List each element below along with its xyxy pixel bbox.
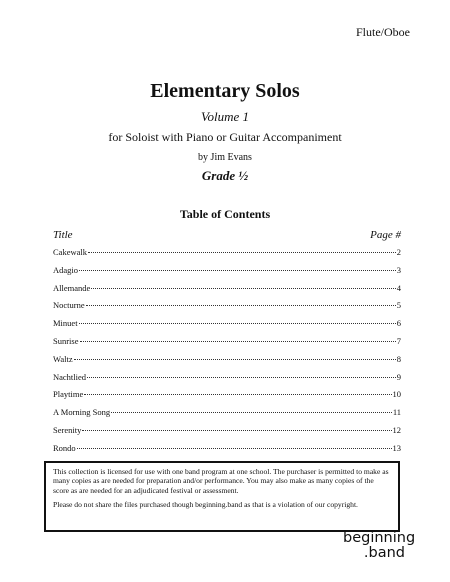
toc-entry-title: Nocturne: [53, 300, 85, 311]
toc-entry-title: Nachtlied: [53, 371, 87, 382]
toc-entry-title: A Morning Song: [53, 407, 111, 418]
volume-label: Volume 1: [200, 109, 250, 124]
toc-entry-page: 12: [392, 424, 401, 435]
toc-dot-leader: [91, 288, 395, 289]
toc-entry: [53, 318, 401, 336]
toc-entry: [53, 425, 401, 443]
toc-entry-title: Serenity: [53, 424, 82, 435]
license-notice-box: [44, 461, 400, 532]
toc-entry-title: Allemande: [53, 282, 91, 293]
toc-dot-leader: [74, 359, 396, 360]
toc-title-column-label: Title: [53, 229, 73, 241]
toc-dot-leader: [88, 252, 396, 253]
grade-label: Grade ½: [201, 168, 249, 183]
toc-list: [53, 247, 401, 461]
instrument-label: Flute/Oboe: [356, 25, 410, 39]
toc-entry-page: 7: [396, 335, 401, 346]
toc-entry-page: 13: [392, 442, 401, 453]
copyright-notice-text: Please do not share the files purchased though beginning.band as that is a violation of our copyright.: [53, 500, 358, 510]
toc-dot-leader: [79, 270, 396, 271]
toc-entry-page: 5: [396, 300, 401, 311]
toc-dot-leader: [79, 323, 396, 324]
toc-entry-page: 11: [392, 407, 401, 418]
toc-entry-page: 9: [396, 371, 401, 382]
toc-entry: [53, 354, 401, 372]
toc-entry-title: Adagio: [53, 264, 79, 275]
toc-page-column-label: Page #: [370, 229, 401, 241]
toc-entry-page: 2: [396, 247, 401, 257]
author: by Jim Evans: [198, 152, 252, 163]
subtitle: for Soloist with Piano or Guitar Accompaniment: [108, 130, 342, 144]
toc-dot-leader: [111, 412, 392, 413]
toc-entry-title: Waltz: [53, 353, 73, 364]
toc-entry: [53, 443, 401, 461]
toc-entry: [53, 336, 401, 354]
toc-entry-page: 10: [392, 389, 401, 400]
toc-entry-page: 8: [396, 353, 401, 364]
toc-entry-title: Rondo: [53, 442, 76, 453]
logo-line-2: .band: [363, 545, 405, 561]
toc-entry-title: Sunrise: [53, 335, 79, 346]
toc-entry-title: Cakewalk: [53, 247, 87, 257]
toc-entry-page: 3: [396, 264, 401, 275]
toc-dot-leader: [82, 430, 391, 431]
beginning-band-logo: [343, 530, 416, 561]
toc-entry: [53, 407, 401, 425]
toc-dot-leader: [84, 394, 391, 395]
toc-column-headers: [53, 229, 401, 241]
toc-entry: [53, 372, 401, 390]
toc-dot-leader: [80, 341, 396, 342]
toc-entry-page: 6: [396, 318, 401, 329]
toc-entry-page: 4: [396, 282, 401, 293]
toc-dot-leader: [77, 448, 392, 449]
document-title: Elementary Solos: [150, 80, 300, 102]
license-notice-text: This collection is licensed for use with one band program at one school. The purchaser is permitted to make as many copies as are needed for preparation and/or performance. You may also make as many copies of the score as are needed for an adjudicated festival or assessment.: [53, 467, 389, 495]
toc-dot-leader: [86, 305, 396, 306]
toc-entry: [53, 300, 401, 318]
toc-entry: [53, 247, 401, 265]
logo-line-1: beginning: [343, 530, 416, 546]
toc-entry-title: Minuet: [53, 318, 78, 329]
toc-entry-title: Playtime: [53, 389, 84, 400]
toc-dot-leader: [87, 377, 396, 378]
toc-entry: [53, 389, 401, 407]
toc-heading: Table of Contents: [179, 207, 271, 221]
toc-entry: [53, 283, 401, 301]
toc-entry: [53, 265, 401, 283]
